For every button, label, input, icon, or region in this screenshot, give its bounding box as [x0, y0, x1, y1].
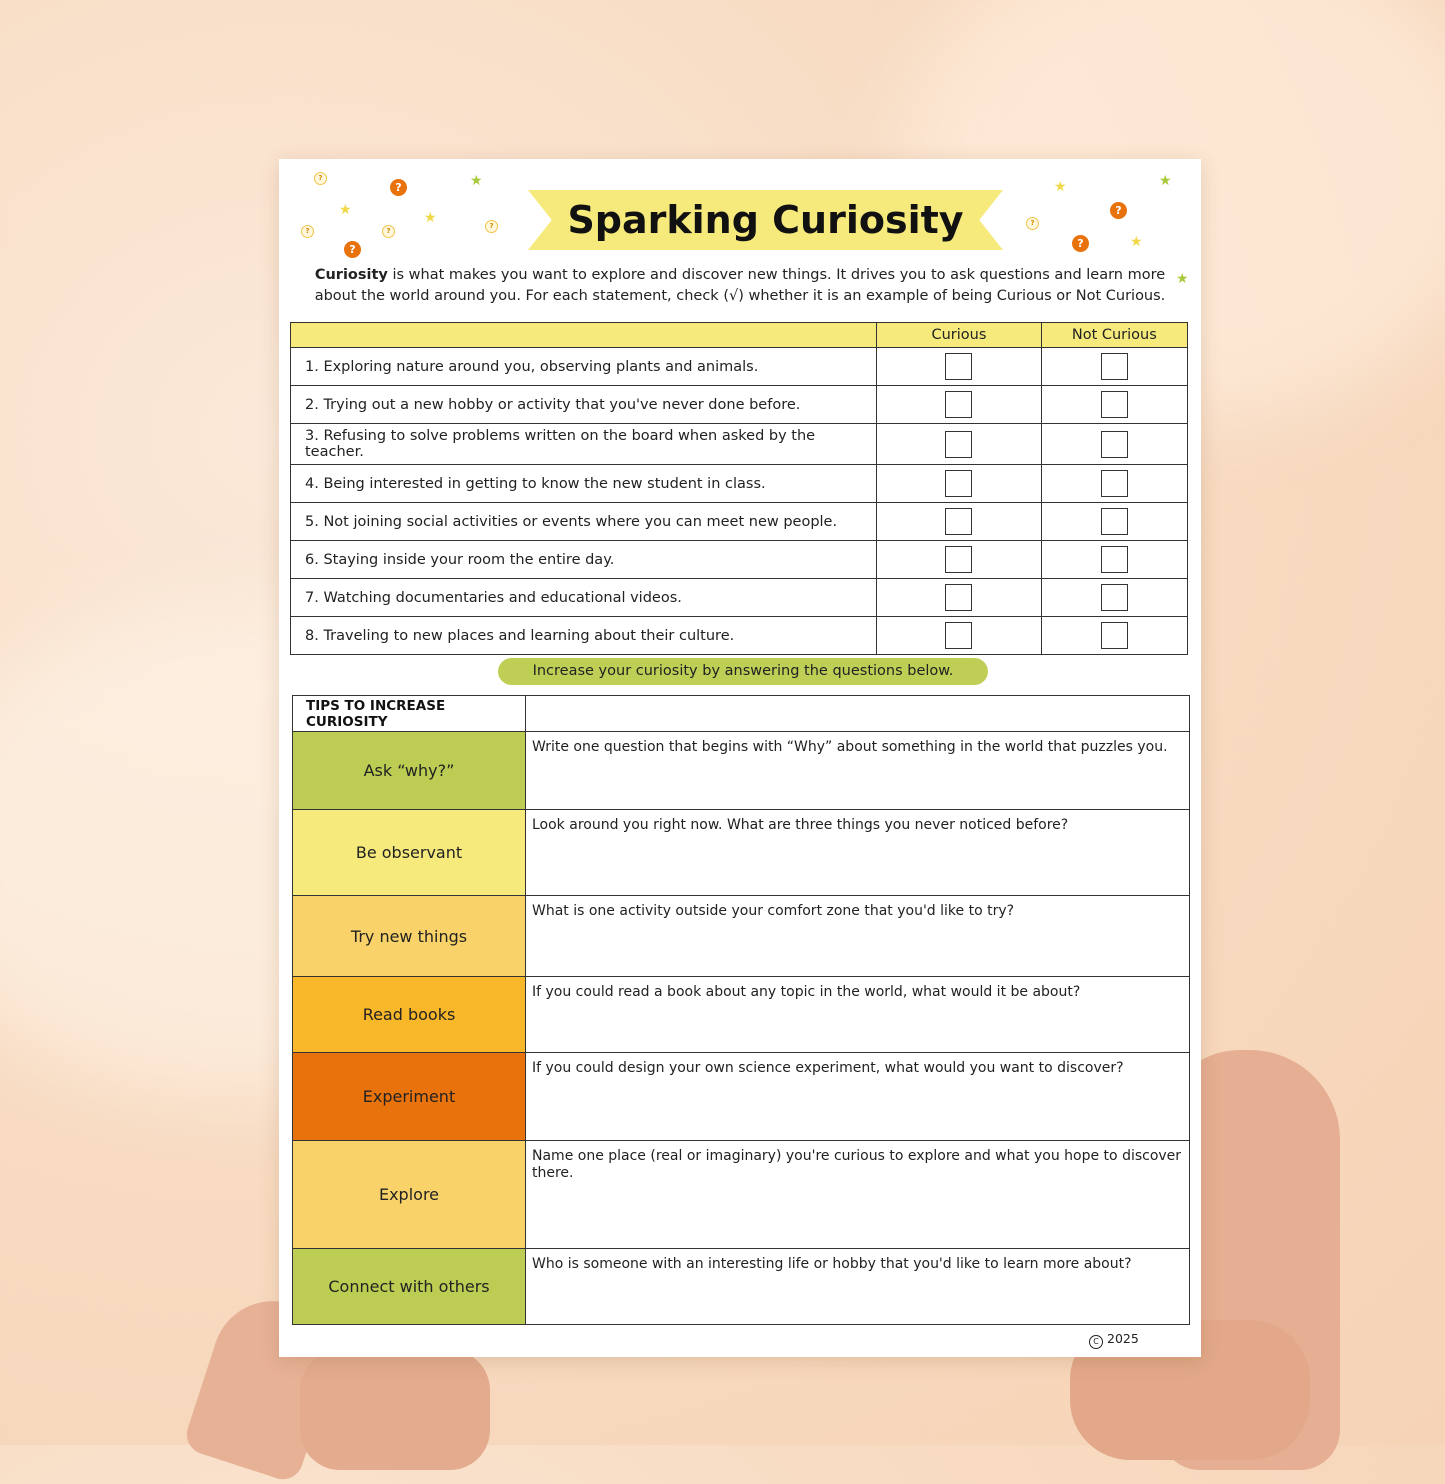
not-curious-checkbox[interactable]: [1101, 508, 1128, 535]
not-curious-checkbox[interactable]: [1101, 584, 1128, 611]
not-curious-checkbox[interactable]: [1101, 353, 1128, 380]
tip-row: [293, 810, 1190, 896]
tip-question[interactable]: If you could design your own science experiment, what would you want to discover?: [526, 1053, 1190, 1141]
tip-question[interactable]: Name one place (real or imaginary) you're curious to explore and what you hope to discover there.: [526, 1141, 1190, 1249]
question-mark-icon: ?: [1072, 235, 1089, 252]
table-row: [291, 386, 1188, 424]
intro-line2: about the world around you. For each statement, check (√) whether it is an example of being Curious or Not Curious.: [314, 288, 1166, 304]
tip-question[interactable]: Who is someone with an interesting life or hobby that you'd like to learn more about?: [526, 1249, 1190, 1325]
tips-header-blank: [526, 696, 1190, 732]
question-mark-icon: ?: [1110, 202, 1127, 219]
worksheet-page: [279, 159, 1201, 1357]
tip-row: [293, 896, 1190, 977]
star-icon: ★: [470, 173, 483, 189]
tip-row: [293, 1053, 1190, 1141]
intro-line1: is what makes you want to explore and discover new things. It drives you to ask questions and learn more: [387, 267, 1166, 283]
statement: 1. Exploring nature around you, observing plants and animals.: [291, 348, 877, 386]
tip-label: Try new things: [293, 896, 526, 977]
page-title: Sparking Curiosity: [567, 198, 964, 242]
tip-label: Experiment: [293, 1053, 526, 1141]
table-row: [291, 465, 1188, 503]
statement: 8. Traveling to new places and learning about their culture.: [291, 617, 877, 655]
question-mark-icon: ?: [301, 225, 314, 238]
tip-label: Explore: [293, 1141, 526, 1249]
statement: 5. Not joining social activities or events where you can meet new people.: [291, 503, 877, 541]
star-icon: ★: [1130, 234, 1143, 250]
copyright-footer: [1089, 1331, 1139, 1349]
tip-row: [293, 732, 1190, 810]
question-mark-icon: ?: [344, 241, 361, 258]
not-curious-checkbox[interactable]: [1101, 546, 1128, 573]
question-mark-icon: ?: [314, 172, 327, 185]
table-row: [291, 348, 1188, 386]
copyright-icon: C: [1089, 1335, 1103, 1349]
curious-checkbox[interactable]: [945, 546, 972, 573]
table-row: [291, 617, 1188, 655]
table-row: [291, 503, 1188, 541]
not-curious-checkbox[interactable]: [1101, 470, 1128, 497]
curious-checkbox[interactable]: [945, 431, 972, 458]
table-row: [291, 424, 1188, 465]
prompt-banner: Increase your curiosity by answering the questions below.: [498, 658, 988, 685]
not-curious-checkbox[interactable]: [1101, 431, 1128, 458]
tip-label: Ask “why?”: [293, 732, 526, 810]
tip-label: Read books: [293, 977, 526, 1053]
tips-table: [292, 695, 1190, 1325]
tip-question[interactable]: What is one activity outside your comfort zone that you'd like to try?: [526, 896, 1190, 977]
statement: 6. Staying inside your room the entire day.: [291, 541, 877, 579]
checklist-header-row: [291, 323, 1188, 348]
curious-checkbox[interactable]: [945, 391, 972, 418]
col-curious: Curious: [877, 323, 1041, 348]
star-icon: ★: [1159, 173, 1172, 189]
question-mark-icon: ?: [485, 220, 498, 233]
tip-row: [293, 1249, 1190, 1325]
tip-label: Connect with others: [293, 1249, 526, 1325]
left-hand-finger: [300, 1350, 490, 1470]
tips-header: TIPS TO INCREASE CURIOSITY: [293, 696, 526, 732]
star-icon: ★: [1054, 179, 1067, 195]
curiosity-checklist: [290, 322, 1188, 655]
tip-row: [293, 977, 1190, 1053]
copyright-year: 2025: [1107, 1331, 1139, 1346]
tip-question[interactable]: If you could read a book about any topic in the world, what would it be about?: [526, 977, 1190, 1053]
statement: 3. Refusing to solve problems written on the board when asked by the teacher.: [291, 424, 877, 465]
tip-question[interactable]: Look around you right now. What are three things you never noticed before?: [526, 810, 1190, 896]
not-curious-checkbox[interactable]: [1101, 622, 1128, 649]
statement: 4. Being interested in getting to know the new student in class.: [291, 465, 877, 503]
table-row: [291, 541, 1188, 579]
statement: 7. Watching documentaries and educational videos.: [291, 579, 877, 617]
tip-label: Be observant: [293, 810, 526, 896]
star-icon: ★: [424, 210, 437, 226]
intro-text: [299, 265, 1181, 307]
col-not-curious: Not Curious: [1041, 323, 1187, 348]
curious-checkbox[interactable]: [945, 353, 972, 380]
curious-checkbox[interactable]: [945, 508, 972, 535]
checklist-header-blank: [291, 323, 877, 348]
curious-checkbox[interactable]: [945, 470, 972, 497]
tip-question[interactable]: Write one question that begins with “Why” about something in the world that puzzles you.: [526, 732, 1190, 810]
intro-bold-word: Curiosity: [314, 267, 388, 283]
tip-row: [293, 1141, 1190, 1249]
star-icon: ★: [1176, 271, 1189, 287]
question-mark-icon: ?: [390, 179, 407, 196]
curious-checkbox[interactable]: [945, 622, 972, 649]
not-curious-checkbox[interactable]: [1101, 391, 1128, 418]
question-mark-icon: ?: [382, 225, 395, 238]
table-row: [291, 579, 1188, 617]
star-icon: ★: [339, 202, 352, 218]
question-mark-icon: ?: [1026, 217, 1039, 230]
curious-checkbox[interactable]: [945, 584, 972, 611]
tips-header-row: [293, 696, 1190, 732]
statement: 2. Trying out a new hobby or activity that you've never done before.: [291, 386, 877, 424]
